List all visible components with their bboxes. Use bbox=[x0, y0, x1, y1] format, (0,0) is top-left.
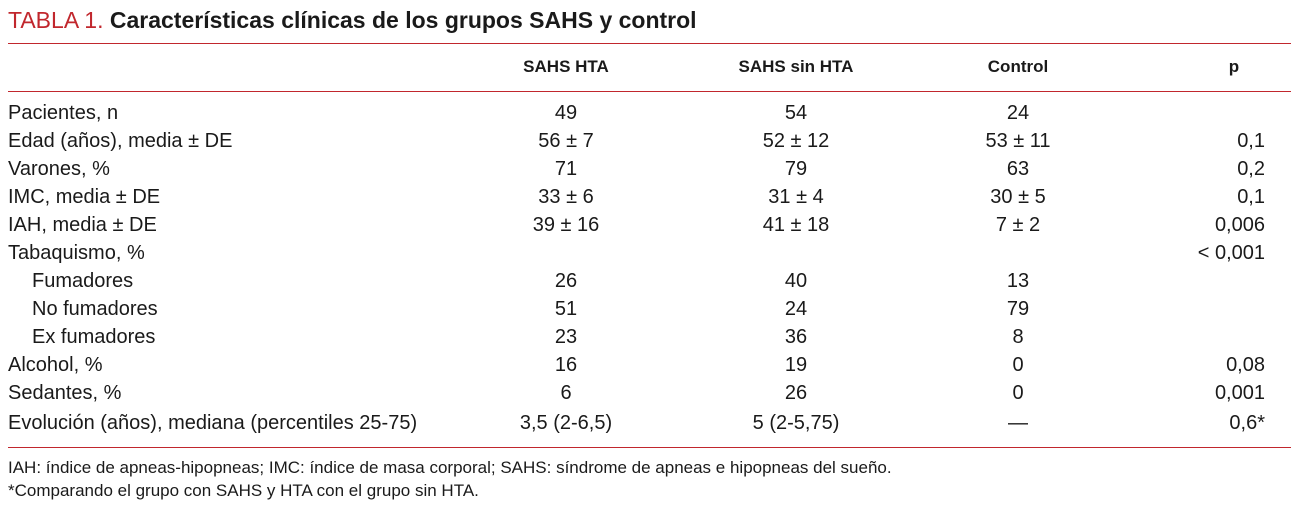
cell-sahs-sin-hta: 24 bbox=[784, 298, 808, 320]
table-row bbox=[0, 155, 1291, 183]
row-label: Sedantes, % bbox=[8, 382, 122, 404]
cell-sahs-hta: 71 bbox=[554, 158, 578, 180]
cell-sahs-hta: 6 bbox=[560, 382, 572, 404]
footnote-comparison: *Comparando el grupo con SAHS y HTA con el grupo sin HTA. bbox=[8, 481, 479, 500]
row-label: Fumadores bbox=[32, 270, 134, 292]
header-rule bbox=[8, 91, 1291, 92]
cell-p: 0,2 bbox=[1237, 158, 1265, 180]
cell-sahs-sin-hta: 26 bbox=[784, 382, 808, 404]
cell-control: 7 ± 2 bbox=[995, 214, 1041, 236]
column-header-sahs-sin-hta: SAHS sin HTA bbox=[738, 57, 854, 76]
cell-control: — bbox=[1008, 412, 1028, 434]
table-row bbox=[0, 351, 1291, 379]
cell-p: < 0,001 bbox=[1197, 242, 1265, 264]
cell-sahs-hta: 3,5 (2-6,5) bbox=[519, 412, 613, 434]
cell-sahs-hta: 33 ± 6 bbox=[538, 186, 594, 208]
cell-sahs-sin-hta: 52 ± 12 bbox=[762, 130, 830, 152]
cell-sahs-hta: 23 bbox=[554, 326, 578, 348]
cell-sahs-sin-hta: 36 bbox=[784, 326, 808, 348]
cell-p: 0,1 bbox=[1237, 130, 1265, 152]
cell-control: 24 bbox=[1006, 102, 1030, 124]
cell-p: 0,001 bbox=[1214, 382, 1265, 404]
table-title bbox=[8, 6, 697, 34]
cell-control: 53 ± 11 bbox=[985, 130, 1051, 152]
cell-sahs-sin-hta: 19 bbox=[784, 354, 808, 376]
cell-sahs-sin-hta: 31 ± 4 bbox=[768, 186, 824, 208]
table-row bbox=[0, 323, 1291, 351]
cell-control: 0 bbox=[1012, 354, 1024, 376]
cell-control: 79 bbox=[1006, 298, 1030, 320]
cell-control: 30 ± 5 bbox=[990, 186, 1046, 208]
cell-sahs-hta: 16 bbox=[554, 354, 578, 376]
column-header-sahs-hta: SAHS HTA bbox=[523, 57, 609, 76]
top-rule bbox=[8, 43, 1291, 44]
cell-control: 13 bbox=[1006, 270, 1030, 292]
cell-p: 0,08 bbox=[1226, 354, 1265, 376]
table-row bbox=[0, 211, 1291, 239]
row-label: IMC, media ± DE bbox=[8, 186, 161, 208]
table-number: TABLA 1. bbox=[8, 7, 104, 33]
row-label: Varones, % bbox=[8, 158, 110, 180]
cell-p: 0,006 bbox=[1214, 214, 1265, 236]
row-label: Edad (años), media ± DE bbox=[8, 130, 233, 152]
row-label: Evolución (años), mediana (percentiles 25-75) bbox=[8, 412, 418, 434]
cell-sahs-hta: 39 ± 16 bbox=[532, 214, 600, 236]
cell-sahs-hta: 51 bbox=[554, 298, 578, 320]
table-row bbox=[0, 239, 1291, 267]
row-label: Alcohol, % bbox=[8, 354, 103, 376]
row-label: Pacientes, n bbox=[8, 102, 119, 124]
table-row bbox=[0, 409, 1291, 437]
row-label: IAH, media ± DE bbox=[8, 214, 157, 236]
cell-sahs-sin-hta: 54 bbox=[784, 102, 808, 124]
cell-control: 8 bbox=[1012, 326, 1024, 348]
cell-sahs-sin-hta: 40 bbox=[784, 270, 808, 292]
cell-sahs-hta: 56 ± 7 bbox=[538, 130, 594, 152]
bottom-rule bbox=[8, 447, 1291, 448]
cell-sahs-sin-hta: 5 (2-5,75) bbox=[752, 412, 840, 434]
table-row bbox=[0, 379, 1291, 407]
cell-control: 0 bbox=[1012, 382, 1024, 404]
row-label: No fumadores bbox=[32, 298, 158, 320]
cell-control: 63 bbox=[1006, 158, 1030, 180]
row-label: Tabaquismo, % bbox=[8, 242, 145, 264]
cell-sahs-hta: 49 bbox=[554, 102, 578, 124]
cell-sahs-sin-hta: 41 ± 18 bbox=[762, 214, 830, 236]
table-row bbox=[0, 183, 1291, 211]
column-header-p: p bbox=[1228, 57, 1240, 76]
table-row bbox=[0, 127, 1291, 155]
cell-p: 0,6* bbox=[1229, 412, 1265, 434]
cell-sahs-hta: 26 bbox=[554, 270, 578, 292]
column-header-control: Control bbox=[987, 57, 1049, 76]
table-row bbox=[0, 267, 1291, 295]
cell-sahs-sin-hta: 79 bbox=[784, 158, 808, 180]
row-label: Ex fumadores bbox=[32, 326, 156, 348]
table-row bbox=[0, 295, 1291, 323]
table-caption: Características clínicas de los grupos SAHS y control bbox=[109, 7, 697, 33]
table-row bbox=[0, 99, 1291, 127]
footnote-abbreviations: IAH: índice de apneas-hipopneas; IMC: índice de masa corporal; SAHS: síndrome de apneas e hipopneas del sueño. bbox=[8, 458, 892, 477]
cell-p: 0,1 bbox=[1237, 186, 1265, 208]
